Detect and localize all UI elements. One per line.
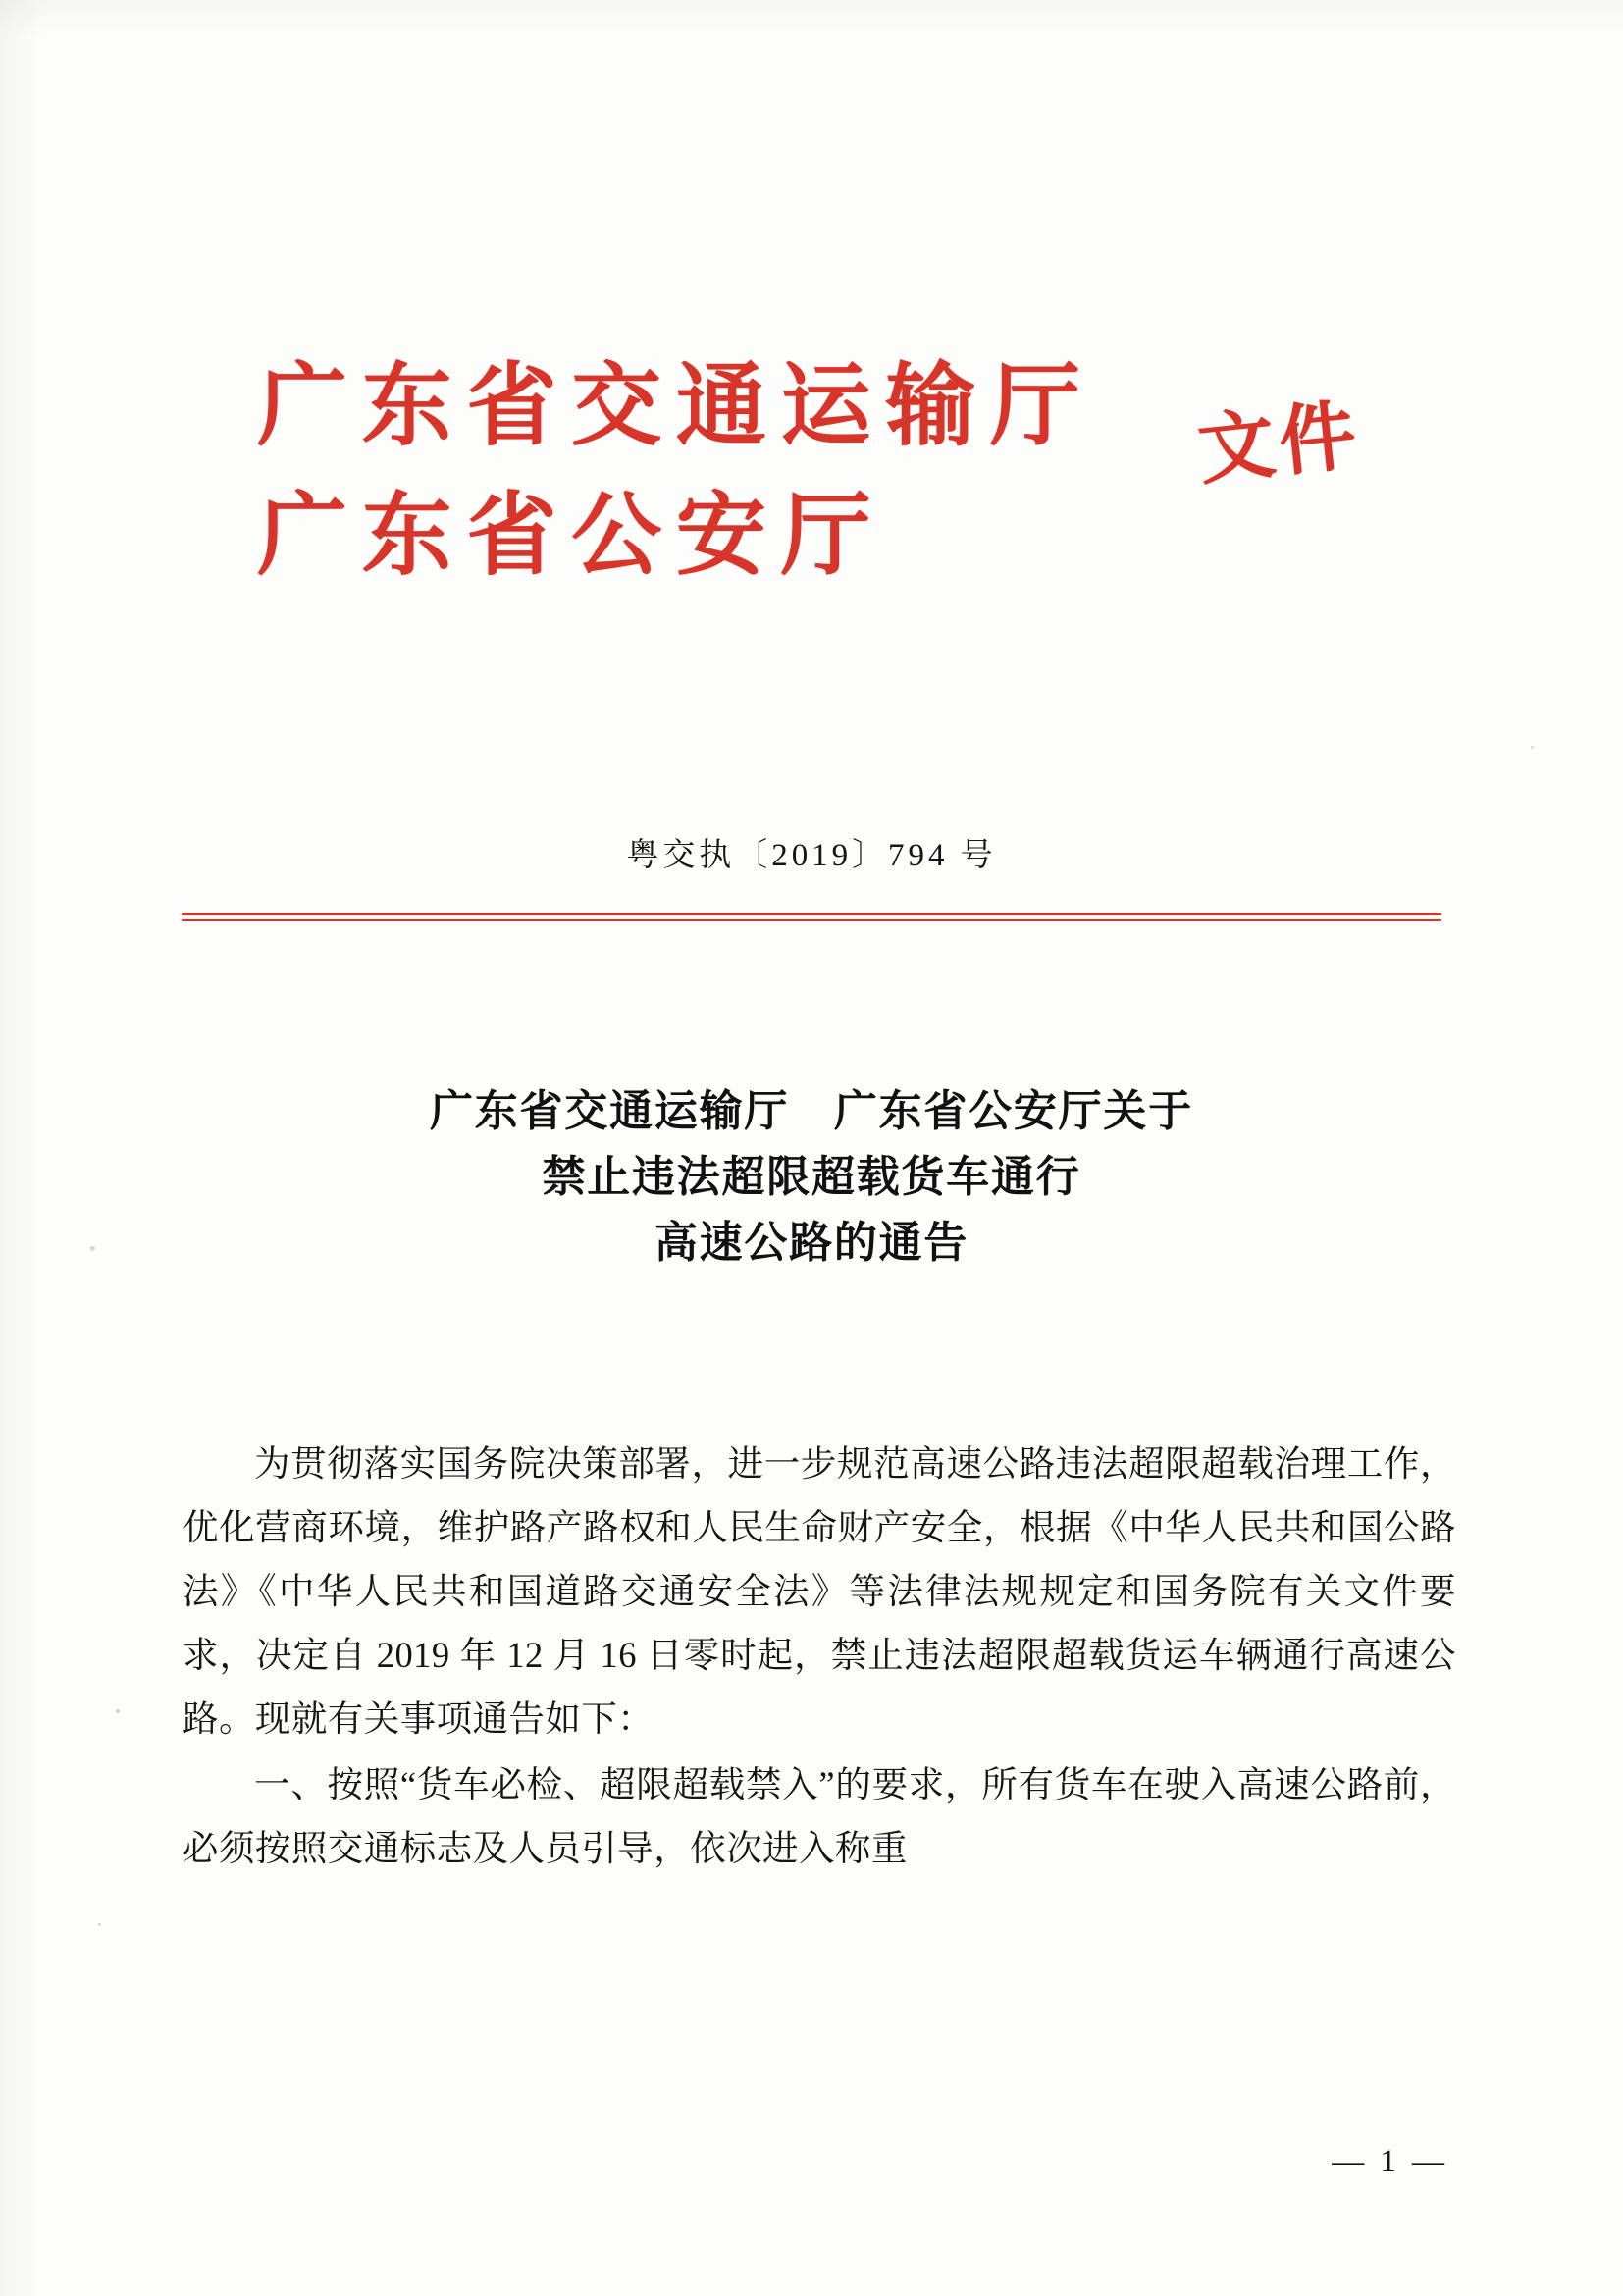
red-rule-thin — [182, 919, 1441, 921]
red-divider-rule — [182, 913, 1441, 922]
masthead — [0, 334, 1623, 687]
page-number: — 1 — — [1332, 2144, 1448, 2179]
scan-edge-shadow-top — [0, 0, 1623, 39]
title-line-2: 禁止违法超限超载货车通行 — [542, 1152, 1081, 1201]
body-paragraph-1: 为贯彻落实国务院决策部署，进一步规范高速公路违法超限超载治理工作，优化营商环境，维护路产路权和人民生命财产安全，根据《中华人民共和国公路法》《中华人民共和国道路交通安全法》等法律法规规定和国务院有关文件要求，决定自 2019 年 12 月 16 日零时起，禁止违法超限超载货运车辆通行高速公路。现就有关事项通告如下： — [183, 1443, 1456, 1739]
title-line-3: 高速公路的通告 — [654, 1218, 969, 1267]
scan-speck — [90, 1246, 95, 1251]
red-rule-thick — [182, 913, 1441, 915]
body-paragraph-2: 一、按照“货车必检、超限超载禁入”的要求，所有货车在驶入高速公路前，必须按照交通标志及人员引导，依次进入称重 — [183, 1763, 1456, 1868]
document-body — [183, 1433, 1456, 1883]
masthead-agency-line-2: 广东省公安厅 — [257, 486, 886, 586]
document-title — [196, 1079, 1427, 1277]
scan-speck — [98, 1923, 101, 1926]
masthead-wenjian-label: 文件 — [1193, 391, 1365, 495]
title-line-1: 广东省交通运输厅 广东省公安厅关于 — [430, 1087, 1193, 1135]
scan-speck — [116, 1709, 120, 1713]
masthead-agency-line-1: 广东省交通运输厅 — [257, 356, 1095, 456]
scan-speck — [1531, 746, 1534, 749]
document-number: 粤交执〔2019〕794 号 — [626, 838, 997, 873]
